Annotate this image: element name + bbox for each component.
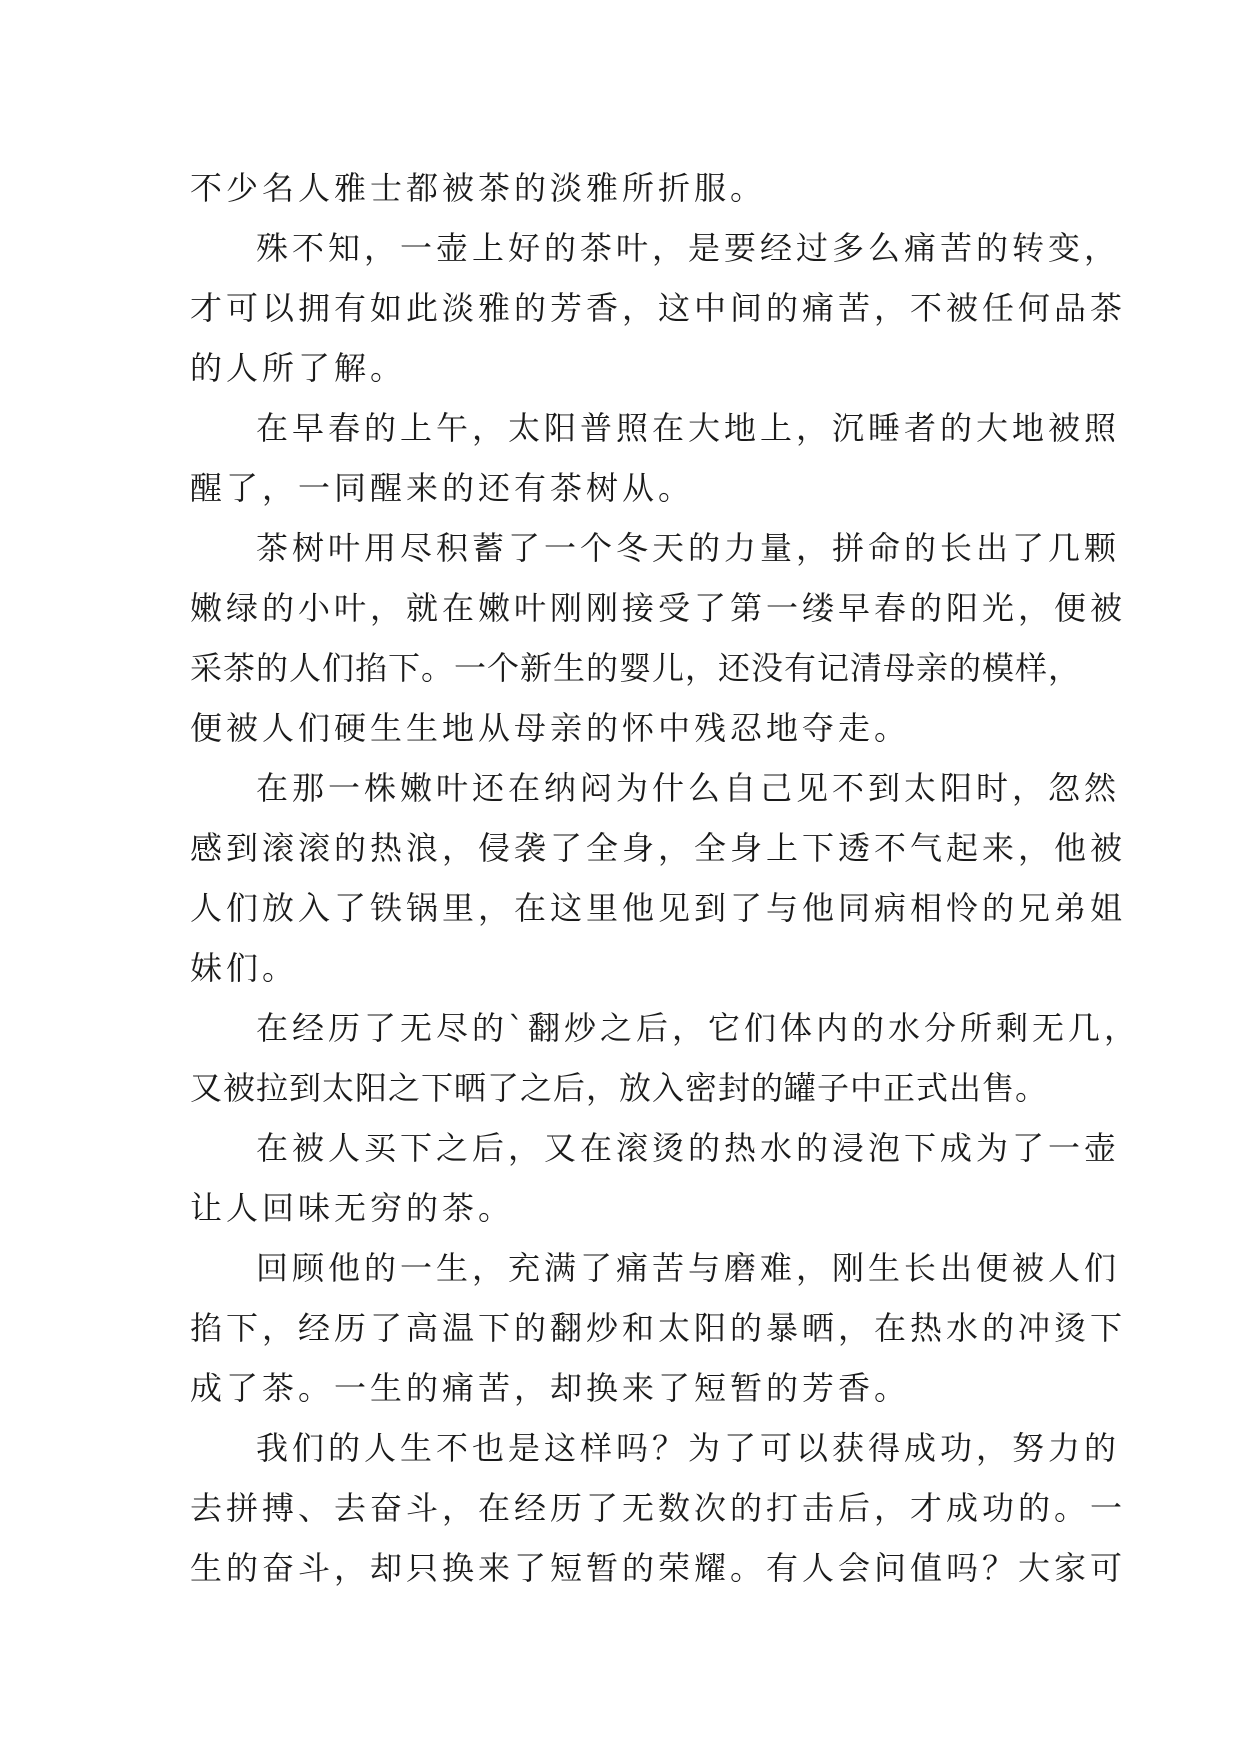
text-line: 醒了，一同醒来的还有茶树从。 <box>190 469 695 507</box>
text-line: 才可以拥有如此淡雅的芳香，这中间的痛苦，不被任何品茶 <box>190 289 1127 327</box>
text-line: 成了茶。一生的痛苦，却换来了短暂的芳香。 <box>190 1369 911 1407</box>
text-line: 嫩绿的小叶，就在嫩叶刚刚接受了第一缕早春的阳光，便被 <box>190 589 1127 627</box>
text-line: 人们放入了铁锅里，在这里他见到了与他同病相怜的兄弟姐 <box>190 889 1127 927</box>
text-line: 的人所了解。 <box>190 349 407 387</box>
text-line: 殊不知，一壶上好的茶叶，是要经过多么痛苦的转变， <box>256 229 1121 267</box>
text-line: 掐下，经历了高温下的翻炒和太阳的暴晒，在热水的冲烫下 <box>190 1309 1127 1347</box>
text-line: 去拼搏、去奋斗，在经历了无数次的打击后，才成功的。一 <box>190 1489 1127 1527</box>
text-line: 感到滚滚的热浪，侵袭了全身，全身上下透不气起来，他被 <box>190 829 1127 867</box>
text-line: 茶树叶用尽积蓄了一个冬天的力量，拼命的长出了几颗 <box>256 529 1121 567</box>
text-line: 妹们。 <box>190 949 299 987</box>
body-text <box>190 158 1141 1598</box>
text-line: 让人回味无穷的茶。 <box>190 1189 515 1227</box>
text-line: 在那一株嫩叶还在纳闷为什么自己见不到太阳时，忽然 <box>256 769 1121 807</box>
text-line: 生的奋斗，却只换来了短暂的荣耀。有人会问值吗？大家可 <box>190 1549 1127 1587</box>
text-line: 便被人们硬生生地从母亲的怀中残忍地夺走。 <box>190 709 911 747</box>
text-line: 又被拉到太阳之下晒了之后，放入密封的罐子中正式出售。 <box>190 1069 1049 1107</box>
text-line: 回顾他的一生，充满了痛苦与磨难，刚生长出便被人们 <box>256 1249 1121 1287</box>
text-line: 我们的人生不也是这样吗？为了可以获得成功，努力的 <box>256 1429 1121 1467</box>
text-line: 在被人买下之后，又在滚烫的热水的浸泡下成为了一壶 <box>256 1129 1121 1167</box>
text-line: 在经历了无尽的`翻炒之后，它们体内的水分所剩无几， <box>256 1009 1141 1047</box>
text-line: 采茶的人们掐下。一个新生的婴儿，还没有记清母亲的模样， <box>190 649 1082 687</box>
text-line: 不少名人雅士都被茶的淡雅所折服。 <box>190 169 767 207</box>
text-line: 在早春的上午，太阳普照在大地上，沉睡者的大地被照 <box>256 409 1121 447</box>
